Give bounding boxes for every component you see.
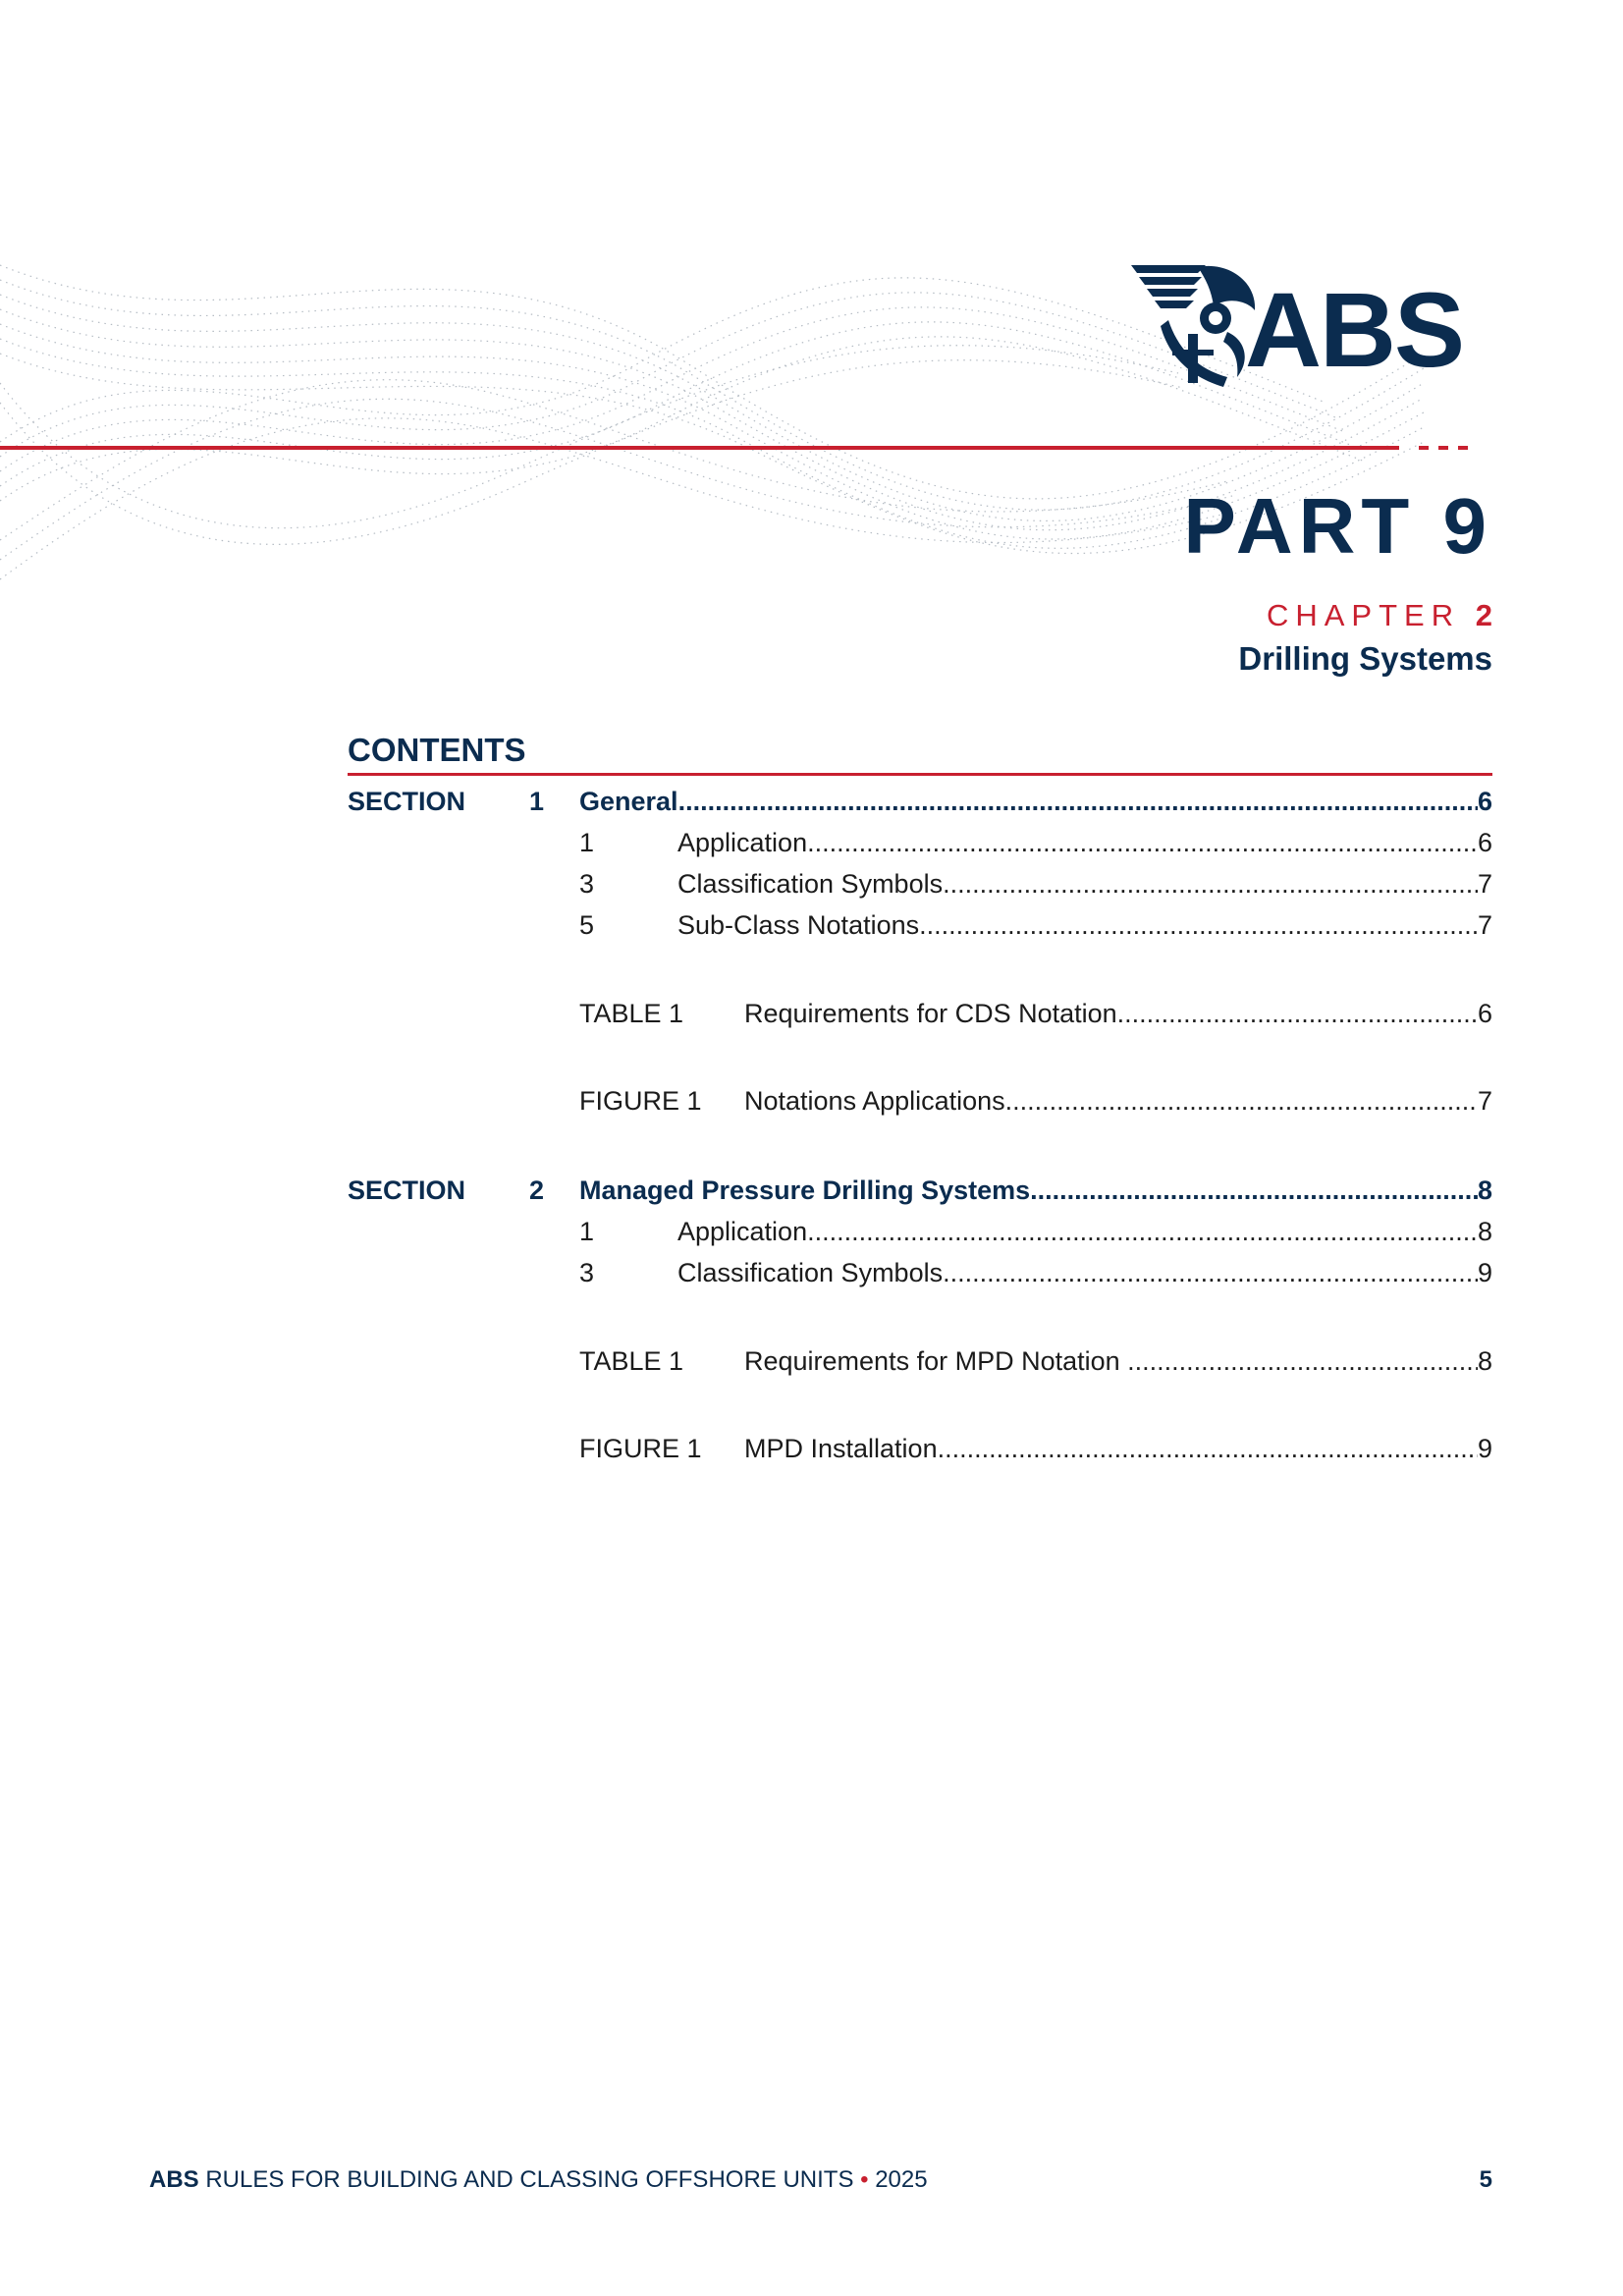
chapter-number: 2: [1475, 598, 1492, 632]
section-number: 1: [529, 787, 545, 816]
table-title: Requirements for MPD Notation: [744, 1346, 1128, 1376]
item-number: 3: [579, 1258, 595, 1287]
item-title: Classification Symbols: [677, 869, 944, 899]
logo-wordmark: ABS: [1245, 270, 1464, 389]
header-red-dash: [1419, 446, 1429, 450]
footer-brand: ABS: [149, 2166, 199, 2193]
section-title: General: [579, 787, 678, 816]
footer-title: RULES FOR BUILDING AND CLASSING OFFSHORE UNITS: [205, 2166, 854, 2193]
page-number: 8: [1477, 1346, 1492, 1376]
header-red-dash: [1438, 446, 1448, 450]
figure-title: Notations Applications: [744, 1086, 1005, 1116]
page-number: 9: [1477, 1258, 1492, 1287]
table-label: TABLE 1: [579, 999, 684, 1028]
header-red-dash: [1458, 446, 1468, 450]
footer-separator: •: [860, 2166, 869, 2193]
chapter-title: Drilling Systems: [1238, 640, 1492, 677]
item-title: Application: [677, 1217, 808, 1246]
page-number: 6: [1477, 999, 1492, 1028]
toc-link-section-2[interactable]: [579, 1174, 1492, 1207]
figure-label: FIGURE 1: [579, 1434, 702, 1463]
item-title: Application: [677, 828, 808, 857]
page-number: 7: [1477, 869, 1492, 899]
page-number: 9: [1477, 1434, 1492, 1463]
item-number: 3: [579, 869, 595, 899]
header-red-rule: [0, 446, 1399, 450]
eagle-anchor-icon: [1129, 261, 1262, 389]
item-number: 1: [579, 1217, 595, 1246]
section-label: SECTION: [348, 787, 466, 816]
figure-title: MPD Installation: [744, 1434, 938, 1463]
toc-link-application[interactable]: [579, 826, 1492, 859]
toc-link-section-1[interactable]: [579, 785, 1492, 818]
page-number: 7: [1477, 1086, 1492, 1116]
footer-page-number: 5: [1479, 2166, 1492, 2193]
toc-link-classification-symbols[interactable]: [579, 1256, 1492, 1289]
toc-link-table-1[interactable]: [579, 997, 1492, 1030]
page-number: 7: [1477, 910, 1492, 940]
toc-link-sub-class-notations[interactable]: [579, 908, 1492, 942]
part-title: PART 9: [1183, 482, 1492, 570]
page-number: 6: [1477, 828, 1492, 857]
item-number: 1: [579, 828, 595, 857]
table-title: Requirements for CDS Notation: [744, 999, 1117, 1028]
item-title: Classification Symbols: [677, 1258, 944, 1287]
figure-label: FIGURE 1: [579, 1086, 702, 1116]
page-number: 8: [1477, 1175, 1492, 1205]
chapter-word: CHAPTER: [1266, 598, 1461, 632]
section-title: Managed Pressure Drilling Systems: [579, 1175, 1031, 1205]
page-number: 6: [1477, 787, 1492, 816]
toc-link-application[interactable]: [579, 1215, 1492, 1248]
item-title: Sub-Class Notations: [677, 910, 920, 940]
toc-link-figure-1[interactable]: [579, 1432, 1492, 1465]
toc-link-classification-symbols[interactable]: [579, 867, 1492, 901]
page-footer: [149, 2165, 928, 2195]
footer-year: 2025: [875, 2166, 928, 2193]
toc-link-figure-1[interactable]: [579, 1084, 1492, 1118]
table-label: TABLE 1: [579, 1346, 684, 1376]
section-number: 2: [529, 1175, 545, 1205]
section-label: SECTION: [348, 1175, 466, 1205]
page-number: 8: [1477, 1217, 1492, 1246]
contents-rule: [348, 773, 1492, 776]
chapter-label: [1267, 597, 1492, 634]
abs-logo: [1129, 261, 1483, 394]
contents-heading: CONTENTS: [348, 732, 526, 768]
toc-link-table-1[interactable]: [579, 1344, 1492, 1378]
item-number: 5: [579, 910, 595, 940]
